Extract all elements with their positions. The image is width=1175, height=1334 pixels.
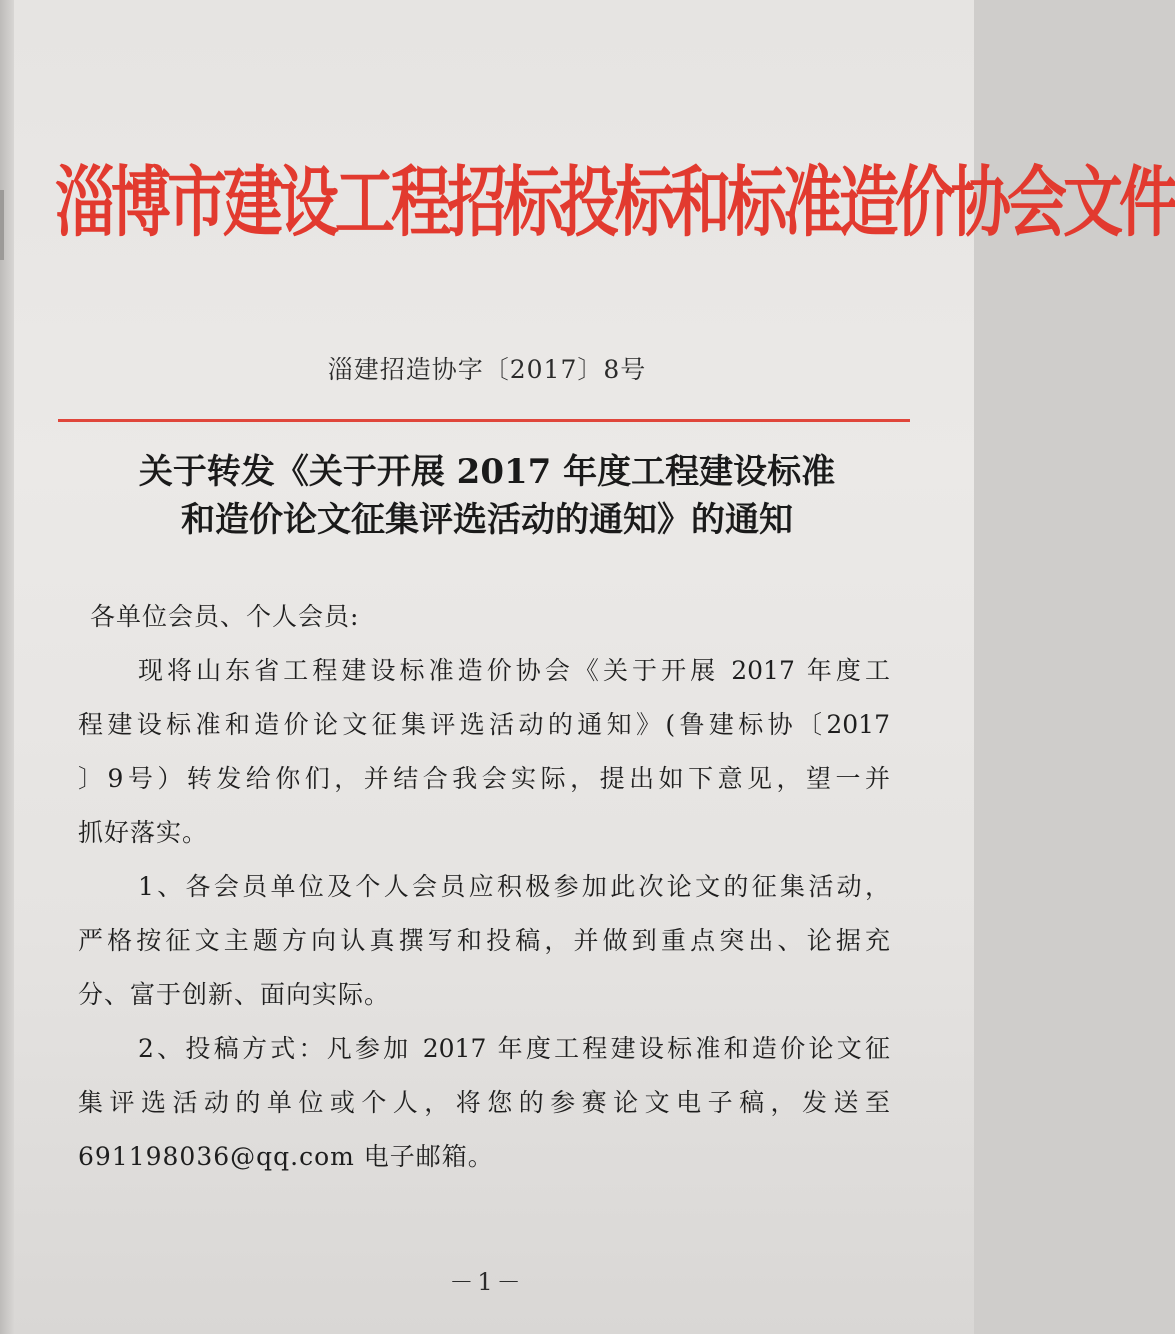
paper-clip-mark — [0, 190, 4, 260]
issuing-organization-title: 淄博市建设工程招标投标和标准造价协会文件 — [55, 158, 1175, 249]
salutation: 各单位会员、个人会员: — [90, 602, 360, 631]
notice-title — [60, 448, 914, 544]
paragraph-1-line: 〕9号）转发给你们，并结合我会实际，提出如下意见，望一并 — [78, 764, 890, 793]
paragraph-1-line: 程建设标准和造价论文征集评选活动的通知》(鲁建标协〔2017 — [78, 710, 890, 739]
document-number: 淄建招造协字〔2017〕8号 — [327, 355, 647, 384]
page-number: －1－ — [449, 1268, 525, 1296]
notice-title-line-2: 和造价论文征集评选活动的通知》的通知 — [181, 500, 793, 540]
paragraph-3-line: 集评选活动的单位或个人，将您的参赛论文电子稿，发送至 — [78, 1088, 890, 1117]
paragraph-1-line: 抓好落实。 — [78, 818, 209, 847]
paragraph-3-line: 691198036@qq.com 电子邮箱。 — [78, 1142, 494, 1171]
paragraph-3-line: 2、投稿方式：凡参加 2017 年度工程建设标准和造价论文征 — [138, 1034, 890, 1063]
paragraph-2-line: 1、各会员单位及个人会员应积极参加此次论文的征集活动， — [138, 872, 890, 901]
paragraph-2-line: 严格按征文主题方向认真撰写和投稿，并做到重点突出、论据充 — [78, 926, 890, 955]
paragraph-2-line: 分、富于创新、面向实际。 — [78, 980, 391, 1009]
notice-title-line-1: 关于转发《关于开展 2017 年度工程建设标准 — [138, 452, 836, 492]
notice-body — [78, 590, 890, 1184]
red-separator-line — [58, 419, 910, 422]
paragraph-1-line: 现将山东省工程建设标准造价协会《关于开展 2017 年度工 — [138, 656, 890, 685]
